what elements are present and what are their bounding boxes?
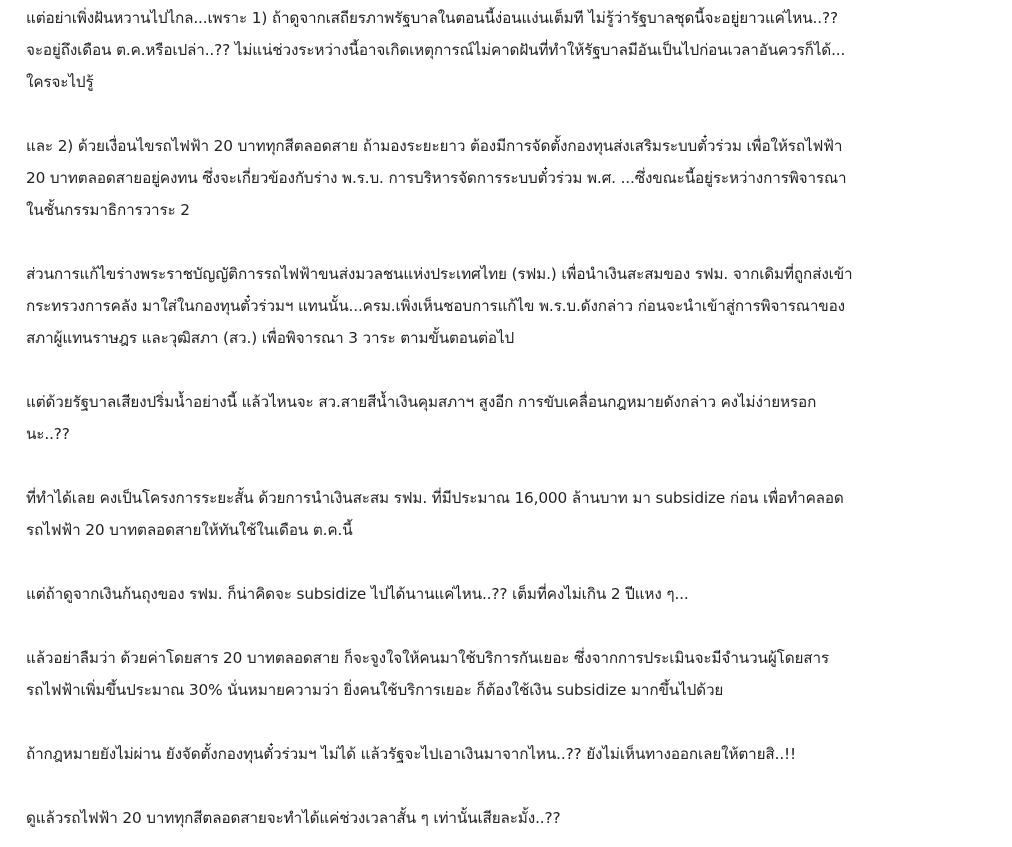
paragraph-line: สภาผู้แทนราษฎร และวุฒิสภา (สว.) เพื่อพิจารณา 3 วาระ ตามขั้นตอนต่อไป: [26, 329, 515, 347]
paragraph-7: [26, 642, 991, 706]
paragraph-2: [26, 130, 991, 226]
paragraph-line: จะอยู่ถึงเดือน ต.ค.หรือเปล่า..?? ไม่แน่ช่วงระหว่างนี้อาจเกิดเหตุการณ์ไม่คาดฝันที่ทำให้รัฐบาลมีอันเป็นไปก่อนเวลาอันควรก็ได้...: [26, 41, 846, 59]
paragraph-line: รถไฟฟ้า 20 บาทตลอดสายให้ทันใช้ในเดือน ต.ค.นี้: [26, 521, 353, 539]
paragraph-8: [26, 738, 991, 770]
paragraph-line: ใครจะไปรู้: [26, 73, 94, 91]
paragraph-line: กระทรวงการคลัง มาใส่ในกองทุนตั๋วร่วมฯ แทนนั้น...ครม.เพิ่งเห็นชอบการแก้ไข พ.ร.บ.ดังกล่าว ก่อนจะนำเข้าสู่การพิจารณาของ: [26, 297, 845, 315]
paragraph-line: และ 2) ด้วยเงื่อนไขรถไฟฟ้า 20 บาททุกสีตลอดสาย ถ้ามองระยะยาว ต้องมีการจัดตั้งกองทุนส่งเสริมระบบตั๋วร่วม เพื่อให้รถไฟฟ้า: [26, 137, 843, 155]
paragraph-1: [26, 2, 991, 98]
paragraph-line: ดูแล้วรถไฟฟ้า 20 บาททุกสีตลอดสายจะทำได้แค่ช่วงเวลาสั้น ๆ เท่านั้นเสียละมั้ง..??: [26, 809, 561, 827]
paragraph-line: รถไฟฟ้าเพิ่มขึ้นประมาณ 30% นั่นหมายความว่า ยิ่งคนใช้บริการเยอะ ก็ต้องใช้เงิน subsidize มากขึ้นไปด้วย: [26, 681, 724, 699]
paragraph-line: แต่อย่าเพิ่งฝันหวานไปไกล...เพราะ 1) ถ้าดูจากเสถียรภาพรัฐบาลในตอนนี้ง่อนแง่นเต็มที ไม่รู้ว่ารัฐบาลชุดนี้จะอยู่ยาวแค่ไหน..??: [26, 9, 838, 27]
paragraph-3: [26, 258, 991, 354]
paragraph-line: แล้วอย่าลืมว่า ด้วยค่าโดยสาร 20 บาทตลอดสาย ก็จะจูงใจให้คนมาใช้บริการกันเยอะ ซึ่งจากการประเมินจะมีจำนวนผู้โดยสาร: [26, 649, 829, 667]
paragraph-4: [26, 386, 991, 450]
paragraph-line: นะ..??: [26, 425, 70, 443]
paragraph-9: [26, 802, 991, 834]
paragraph-5: [26, 482, 991, 546]
paragraph-line: 20 บาทตลอดสายอยู่คงทน ซึ่งจะเกี่ยวข้องกับร่าง พ.ร.บ. การบริหารจัดการระบบตั๋วร่วม พ.ศ. ...ซึ่งขณะนี้อยู่ระหว่างการพิจารณา: [26, 169, 847, 187]
paragraph-line: ถ้ากฎหมายยังไม่ผ่าน ยังจัดตั้งกองทุนตั๋วร่วมฯ ไม่ได้ แล้วรัฐจะไปเอาเงินมาจากไหน..?? ยังไม่เห็นทางออกเลยให้ตายสิ..!!: [26, 745, 797, 763]
paragraph-line: แต่ถ้าดูจากเงินก้นถุงของ รฟม. ก็น่าคิดจะ subsidize ไปได้นานแค่ไหน..?? เต็มที่คงไม่เกิน 2 ปีแหง ๆ...: [26, 585, 689, 603]
paragraph-line: ส่วนการแก้ไขร่างพระราชบัญญัติการรถไฟฟ้าขนส่งมวลชนแห่งประเทศไทย (รฟม.) เพื่อนำเงินสะสมของ รฟม. จากเดิมที่ถูกส่งเข้า: [26, 265, 853, 283]
paragraph-line: ที่ทำได้เลย คงเป็นโครงการระยะสั้น ด้วยการนำเงินสะสม รฟม. ที่มีประมาณ 16,000 ล้านบาท มา subsidize ก่อน เพื่อทำคลอด: [26, 489, 844, 507]
paragraph-line: ในชั้นกรรมาธิการวาระ 2: [26, 201, 190, 219]
paragraph-6: [26, 578, 991, 610]
paragraph-line: แต่ด้วยรัฐบาลเสียงปริ่มน้ำอย่างนี้ แล้วไหนจะ สว.สายสีน้ำเงินคุมสภาฯ สูงอีก การขับเคลื่อนกฎหมายดังกล่าว คงไม่ง่ายหรอก: [26, 393, 817, 411]
